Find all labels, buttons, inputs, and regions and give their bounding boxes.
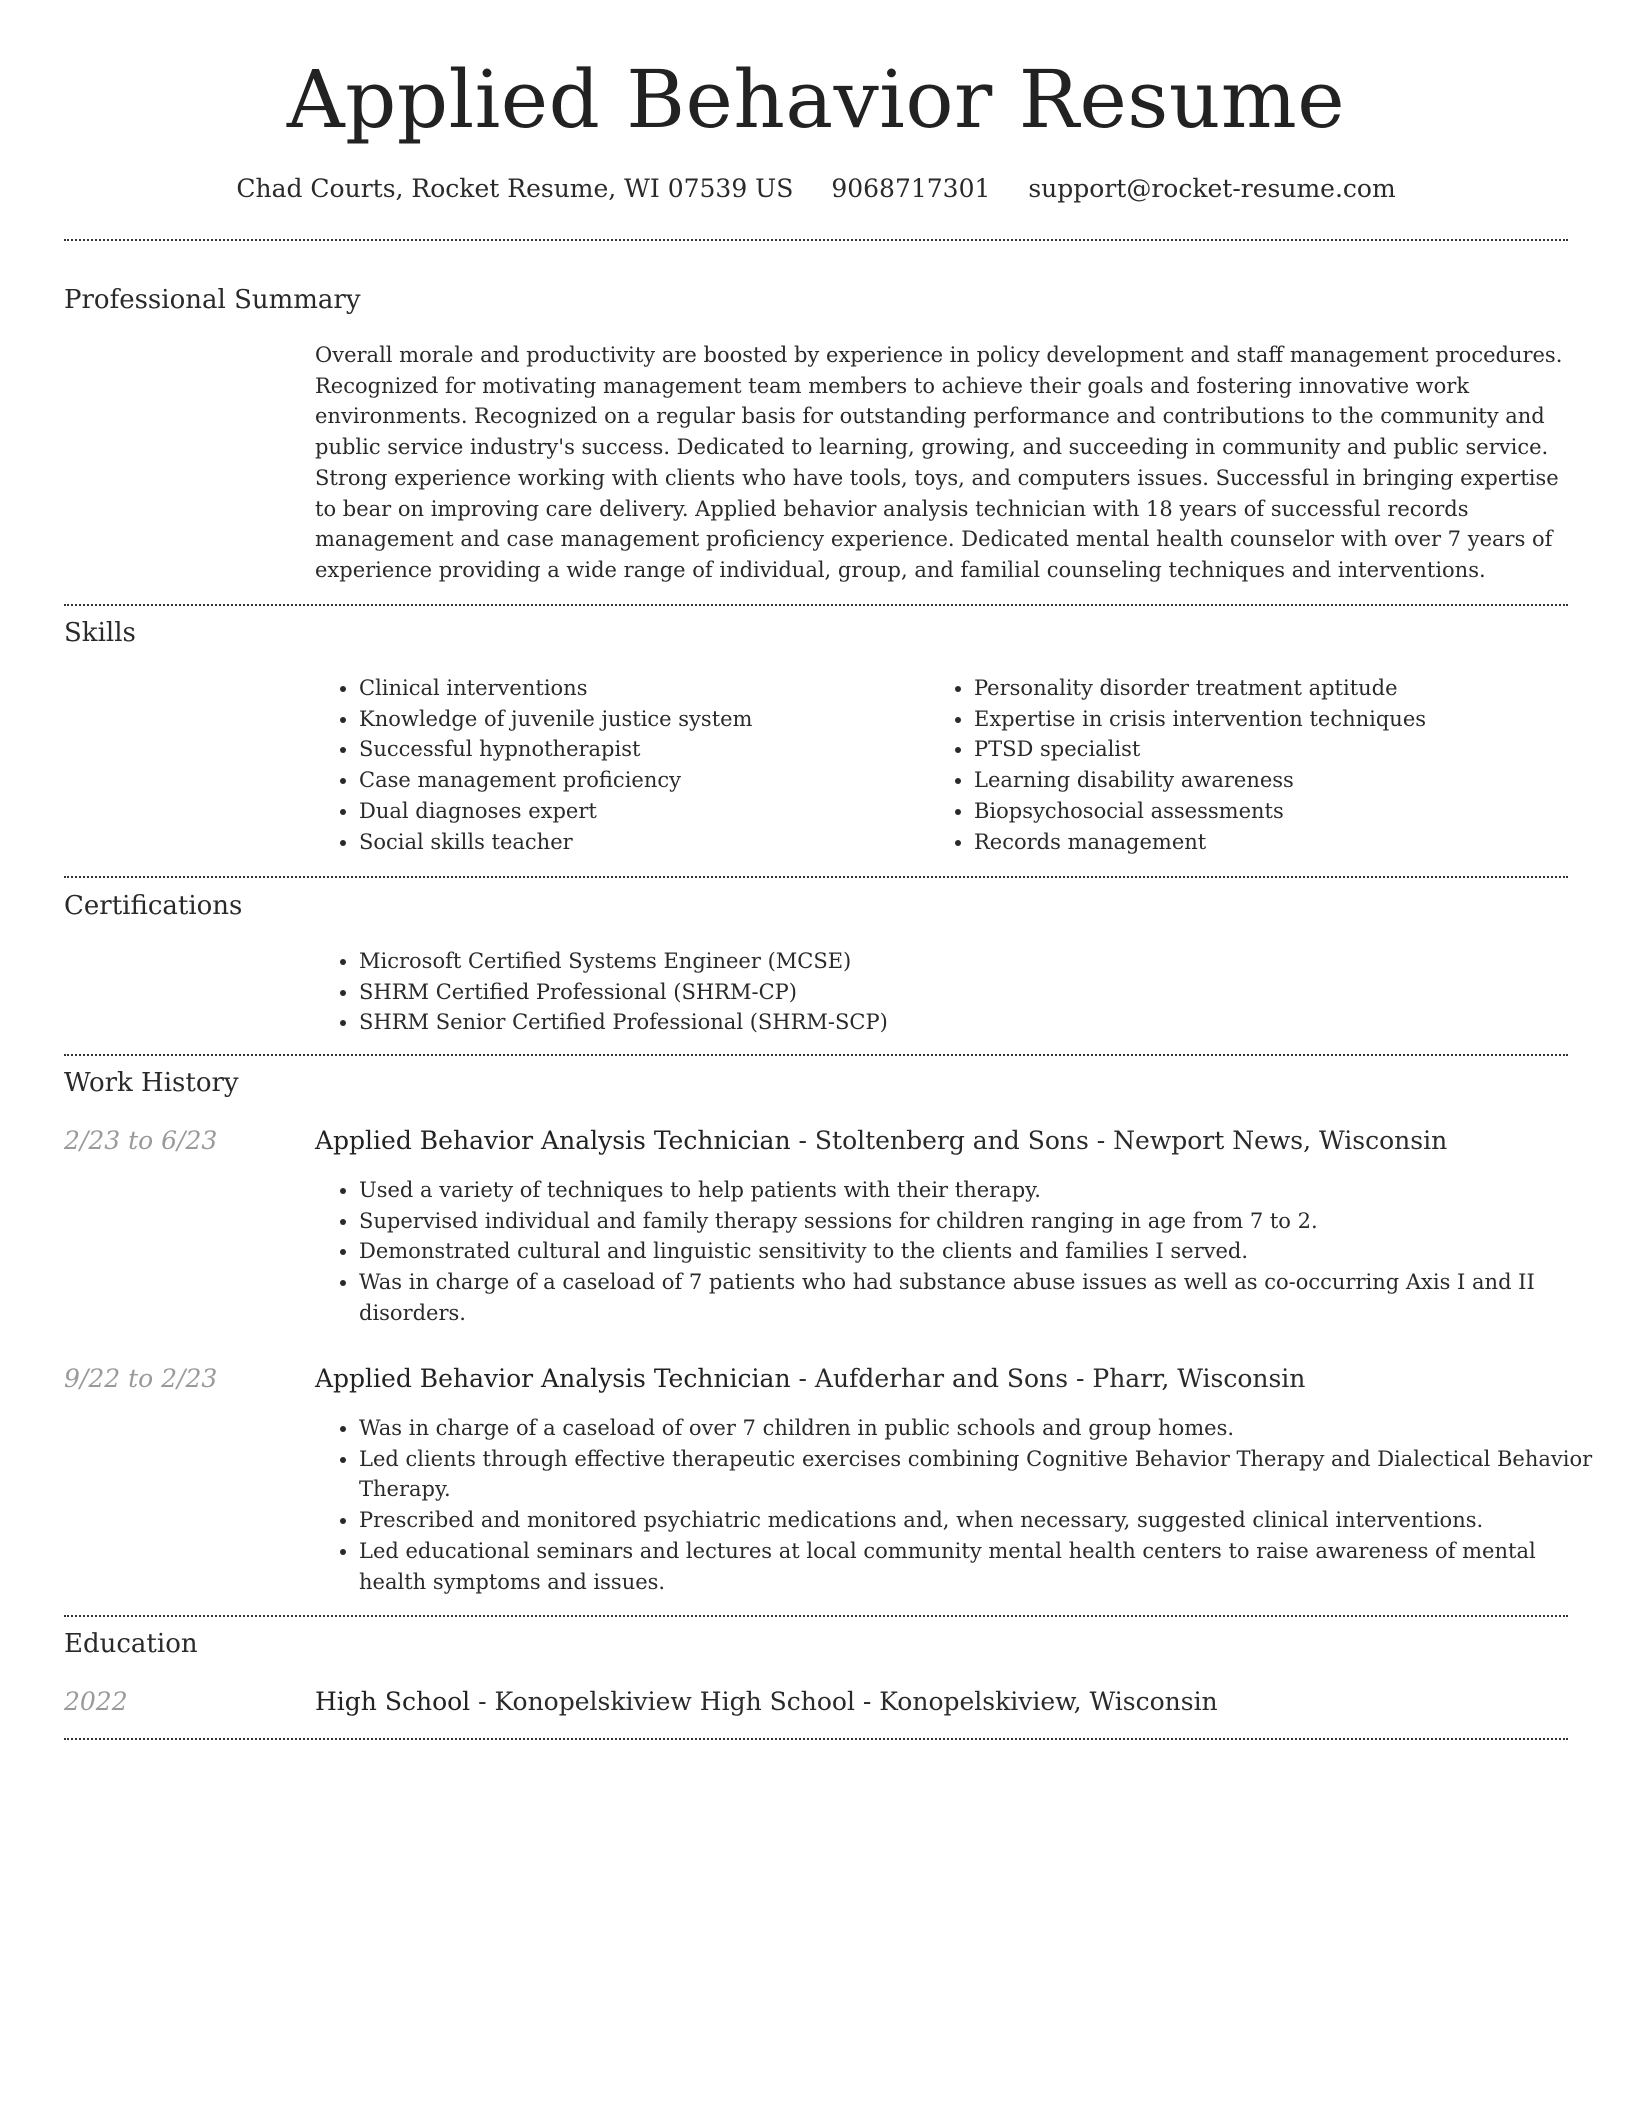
list-item: • Demonstrated cultural and linguistic sensitivity to the clients and families I served. [359,1236,1609,1267]
certifications-heading: Certifications [64,891,243,921]
contact-phone: 9068717301 [831,174,991,203]
skills-list-left [315,673,929,857]
list-item: • Led clients through effective therapeutic exercises combining Cognitive Behavior Therapy and Dialectical Behavior Therapy. [359,1444,1609,1505]
divider [64,1738,1568,1740]
list-item: • Personality disorder treatment aptitude [974,673,1574,704]
list-item: • Dual diagnoses expert [359,796,929,827]
job-title-line [315,1124,1565,1158]
list-item: • Case management proficiency [359,765,929,796]
work-heading: Work History [64,1068,239,1098]
job-role: Applied Behavior Analysis Technician [315,1364,791,1393]
job-bullets [315,1175,1609,1329]
list-item: • Was in charge of a caseload of over 7 children in public schools and group homes. [359,1413,1609,1444]
education-dates: 2022 [64,1687,128,1716]
contact-email: support@rocket-resume.com [1028,174,1396,203]
job-details: - Aufderhar and Sons - Pharr, Wisconsin [790,1364,1306,1393]
resume-title: Applied Behavior Resume [286,53,1346,146]
list-item: • Knowledge of juvenile justice system [359,704,929,735]
education-degree: High School [315,1687,471,1716]
education-details: - Konopelskiview High School - Konopelskiview, Wisconsin [470,1687,1218,1716]
list-item: • Prescribed and monitored psychiatric medications and, when necessary, suggested clinical interventions. [359,1505,1609,1536]
divider [64,604,1568,606]
skills-heading: Skills [64,618,136,648]
list-item: • Led educational seminars and lectures at local community mental health centers to raise awareness of mental health symptoms and issues. [359,1536,1609,1597]
job-details: - Stoltenberg and Sons - Newport News, Wisconsin [790,1126,1448,1155]
education-line [315,1685,1565,1719]
list-item: • Microsoft Certified Systems Engineer (MCSE) [359,946,1559,977]
list-item: • PTSD specialist [974,734,1574,765]
certifications-list [315,946,1559,1038]
list-item: • Used a variety of techniques to help patients with their therapy. [359,1175,1609,1206]
list-item: • Was in charge of a caseload of 7 patients who had substance abuse issues as well as co-occurring Axis I and II disorders. [359,1267,1609,1328]
job-dates: 2/23 to 6/23 [64,1126,218,1155]
list-item: • Social skills teacher [359,827,929,858]
job-bullets [315,1413,1609,1597]
job-dates: 9/22 to 2/23 [64,1364,218,1393]
contact-address: Chad Courts, Rocket Resume, WI 07539 US [236,174,794,203]
list-item: • Successful hypnotherapist [359,734,929,765]
education-heading: Education [64,1629,198,1659]
list-item: • Records management [974,827,1574,858]
divider [64,239,1568,241]
divider [64,876,1568,878]
list-item: • SHRM Certified Professional (SHRM-CP) [359,977,1559,1008]
list-item: • Clinical interventions [359,673,929,704]
contact-line [0,172,1632,206]
list-item: • Biopsychosocial assessments [974,796,1574,827]
list-item: • SHRM Senior Certified Professional (SHRM-SCP) [359,1007,1559,1038]
list-item: • Supervised individual and family therapy sessions for children ranging in age from 7 to 2. [359,1206,1609,1237]
job-title-line [315,1362,1565,1396]
list-item: • Expertise in crisis intervention techniques [974,704,1574,735]
list-item: • Learning disability awareness [974,765,1574,796]
divider [64,1054,1568,1056]
job-role: Applied Behavior Analysis Technician [315,1126,791,1155]
divider [64,1615,1568,1617]
summary-text: Overall morale and productivity are boosted by experience in policy development and staff management procedures. Recognized for motivating management team members to achieve their goals and fostering innovative work environments. Recognized on a regular basis for outstanding performance and contributions to the community and public service industry's success. Dedicated to learning, growing, and succeeding in community and public service. Strong experience working with clients who have tools, toys, and computers issues. Successful in bringing expertise to bear on improving care delivery. Applied behavior analysis technician with 18 years of successful records management and case management proficiency experience. Dedicated mental health counselor with over 7 years of experience providing a wide range of individual, group, and familial counseling techniques and interventions. [315,343,1563,582]
skills-list-right [930,673,1574,857]
summary-heading: Professional Summary [64,285,361,315]
